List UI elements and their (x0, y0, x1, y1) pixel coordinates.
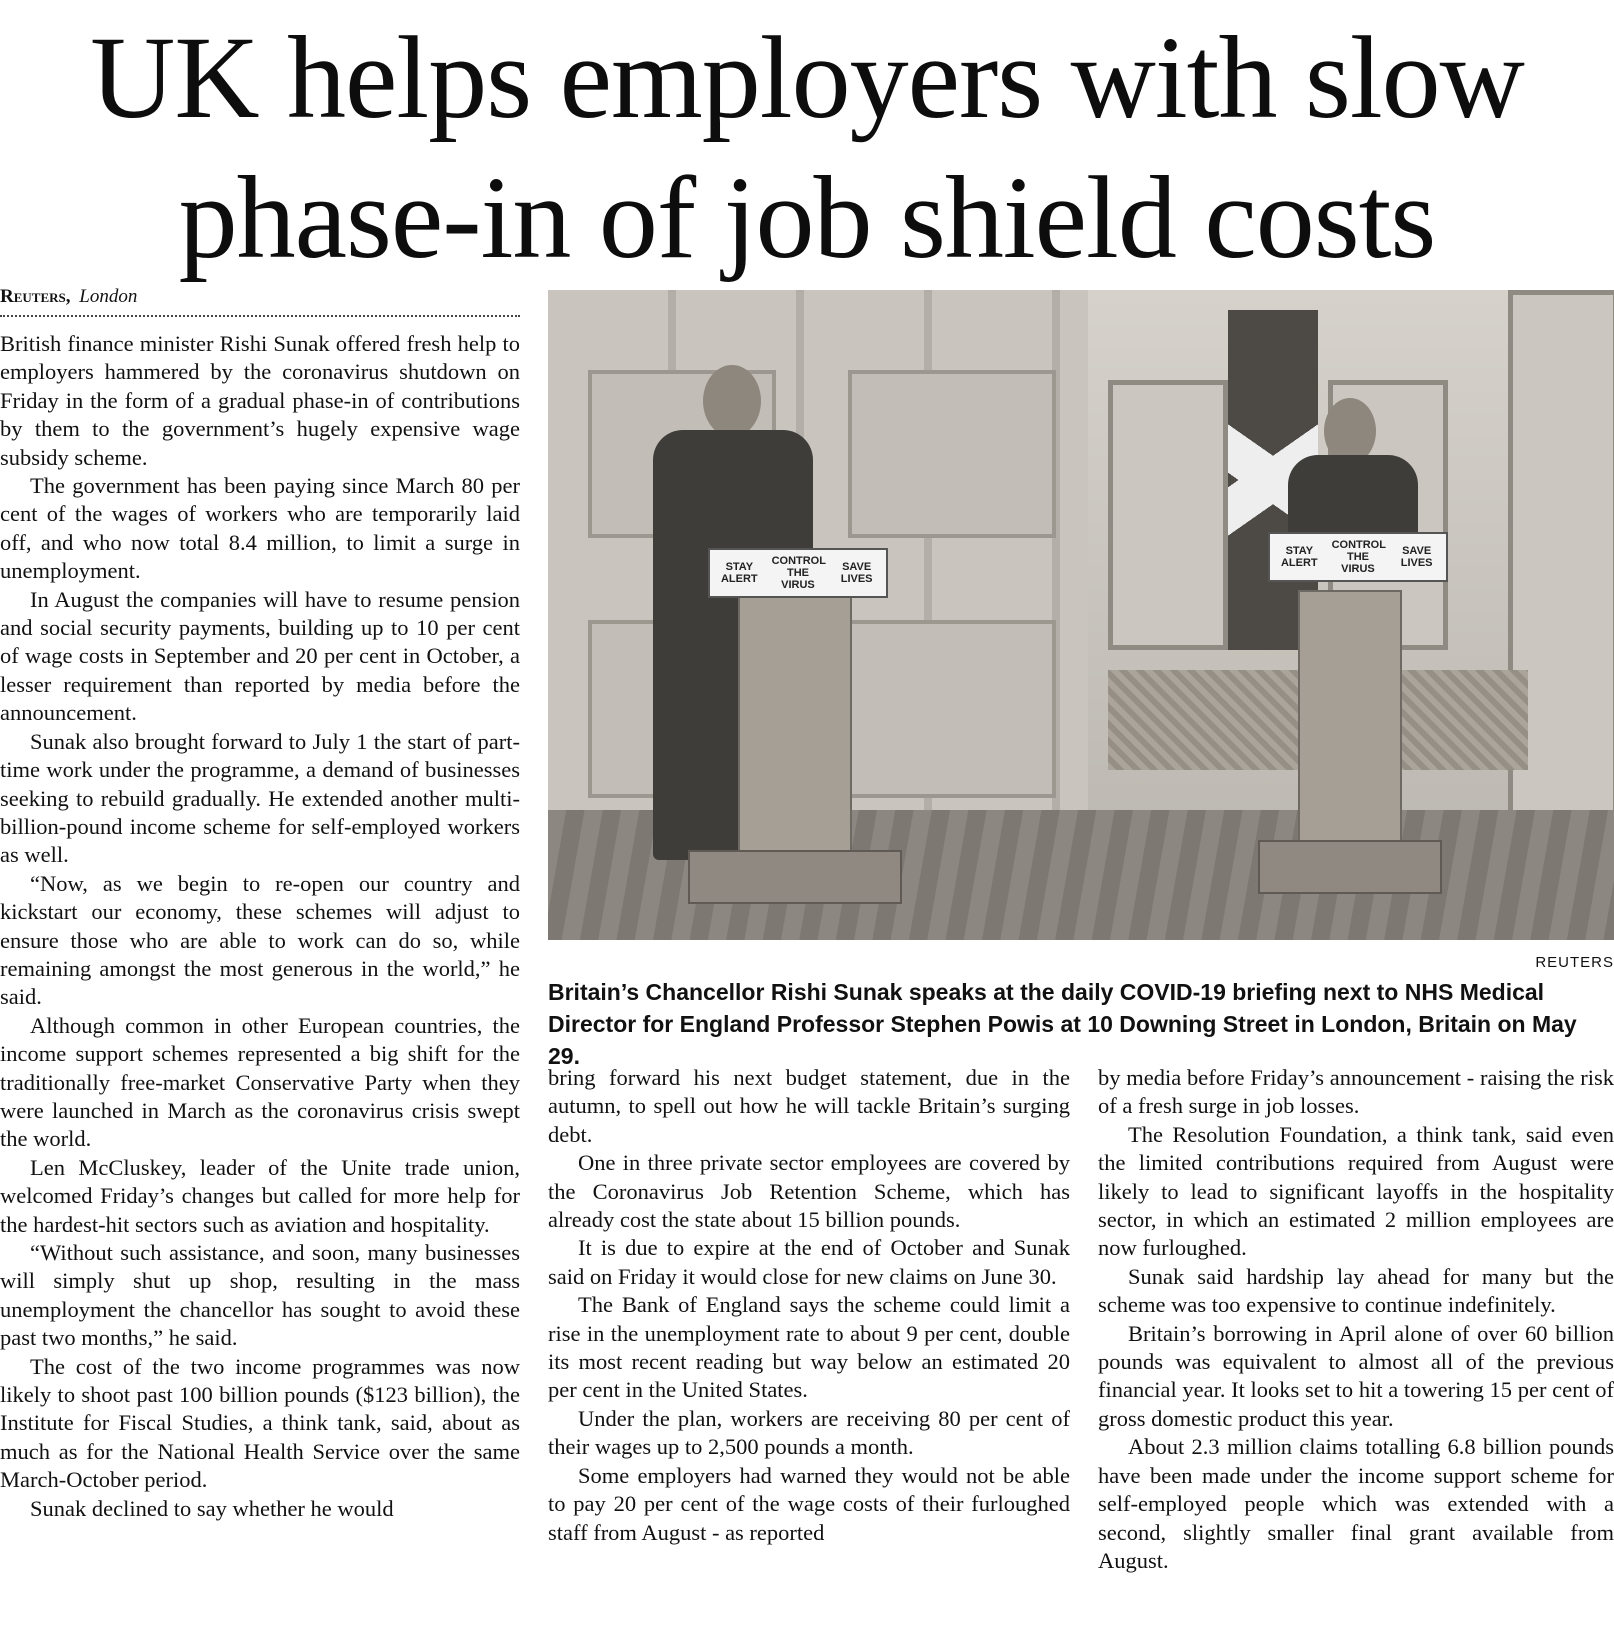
byline (0, 285, 520, 317)
paragraph: It is due to expire at the end of October and Sunak said on Friday it would close for new claims on June 30. (548, 1235, 1070, 1289)
article-column-2 (548, 1064, 1070, 1643)
paragraph: The Resolution Foundation, a think tank, said even the limited contributions required from August were likely to lead to significant layoffs in the hospitality sector, in which an estimated 2 million employees are now furloughed. (1098, 1121, 1614, 1261)
lectern-sign-right (1268, 532, 1448, 582)
paragraph: Sunak also brought forward to July 1 the start of part-time work under the programme, a demand of businesses seeking to rebuild gradually. He extended another multi-billion-pound income scheme for self-employed workers as well. (0, 728, 520, 868)
lectern-sign-left (708, 548, 888, 598)
paragraph: Some employers had warned they would not be able to pay 20 per cent of the wage costs of their furloughed staff from August - as reported (548, 1462, 1070, 1545)
sign-control-virus: CONTROL THE VIRUS (771, 555, 826, 591)
sign-save-lives: SAVE LIVES (840, 561, 873, 585)
paragraph: The cost of the two income programmes was now likely to shoot past 100 billion pounds ($123 billion), the Institute for Fiscal Studies, a think tank, said, about as much as for the National Health Service over the same March-October period. (0, 1353, 520, 1493)
paragraph: bring forward his next budget statement, due in the autumn, to spell out how he will tackle Britain’s surging debt. (548, 1065, 1070, 1147)
photo-lectern-base-right (1258, 840, 1442, 894)
paragraph: by media before Friday’s announcement - raising the risk of a fresh surge in job losses. (1098, 1065, 1614, 1119)
paragraph: British finance minister Rishi Sunak offered fresh help to employers hammered by the coronavirus shutdown on Friday in the form of a gradual phase-in of contributions by them to the government’s hugely expensive wage subsidy scheme. (0, 331, 520, 470)
photo-door (1108, 380, 1228, 650)
sign-control-virus: CONTROL THE VIRUS (1331, 539, 1386, 575)
paragraph: “Without such assistance, and soon, many businesses will simply shut up shop, resulting in the mass unemployment the chancellor has sought to avoid these past two months,” he said. (0, 1240, 520, 1351)
photo-credit: REUTERS (1535, 954, 1614, 971)
paragraph: Britain’s borrowing in April alone of over 60 billion pounds was equivalent to almost all of the previous financial year. It looks set to hit a towering 15 per cent of gross domestic product this year. (1098, 1320, 1614, 1431)
photo-lectern-base-left (688, 850, 902, 904)
paragraph: Len McCluskey, leader of the Unite trade union, welcomed Friday’s changes but called for more help for the hardest-hit sectors such as aviation and hospitality. (0, 1154, 520, 1237)
paragraph: About 2.3 million claims totalling 6.8 billion pounds have been made under the income support scheme for self-employed people which was extended with a second, slightly smaller final grant available from August. (1098, 1434, 1614, 1573)
article-column-3 (1098, 1064, 1614, 1643)
photo-lectern-left (738, 590, 852, 864)
photo-person-head (703, 365, 761, 437)
paragraph: The Bank of England says the scheme could limit a rise in the unemployment rate to about 9 per cent, double its most recent reading but way below an estimated 20 per cent in the United States. (548, 1292, 1070, 1403)
paragraph: “Now, as we begin to re-open our country and kickstart our economy, these schemes will adjust to ensure those who are able to work can do so, while remaining amongst the most generous in the world,” he said. (0, 870, 520, 1010)
photo-wall-panel (848, 620, 1056, 798)
byline-place: London (79, 286, 138, 307)
paragraph: Sunak declined to say whether he would (30, 1495, 394, 1521)
paragraph: Under the plan, workers are receiving 80 per cent of their wages up to 2,500 pounds a month. (548, 1405, 1070, 1460)
paragraph: Although common in other European countries, the income support schemes represented a big shift for the traditionally free-market Conservative Party when they were launched in March as the coronavirus crisis swept the world. (0, 1012, 520, 1152)
photo-wall-panel (848, 370, 1056, 538)
paragraph: One in three private sector employees are covered by the Coronavirus Job Retention Scheme, which has already cost the state about 15 billion pounds. (548, 1150, 1070, 1233)
paragraph: The government has been paying since March 80 per cent of the wages of workers who are temporarily laid off, and who now total 8.4 million, to limit a surge in unemployment. (0, 473, 520, 584)
sign-stay-alert: STAY ALERT (720, 561, 758, 585)
byline-agency: Reuters, (0, 286, 71, 307)
photo-caption: Britain’s Chancellor Rishi Sunak speaks at the daily COVID-19 briefing next to NHS Medical Director for England Professor Stephen Powis at 10 Downing Street in London, Britain on May 29. (548, 979, 1577, 1069)
paragraph: In August the companies will have to resume pension and social security payments, building up to 10 per cent of wage costs in September and 20 per cent in October, a lesser requirement than reported by media before the announcement. (0, 586, 520, 726)
paragraph: Sunak said hardship lay ahead for many but the scheme was too expensive to continue indefinitely. (1098, 1263, 1614, 1318)
sign-stay-alert: STAY ALERT (1280, 545, 1318, 569)
headline: UK helps employers with slow phase-in of job shield costs (90, 12, 1524, 283)
news-photo (548, 290, 1614, 940)
photo-lectern-right (1298, 590, 1402, 854)
article-column-1 (0, 330, 520, 1643)
sign-save-lives: SAVE LIVES (1400, 545, 1433, 569)
